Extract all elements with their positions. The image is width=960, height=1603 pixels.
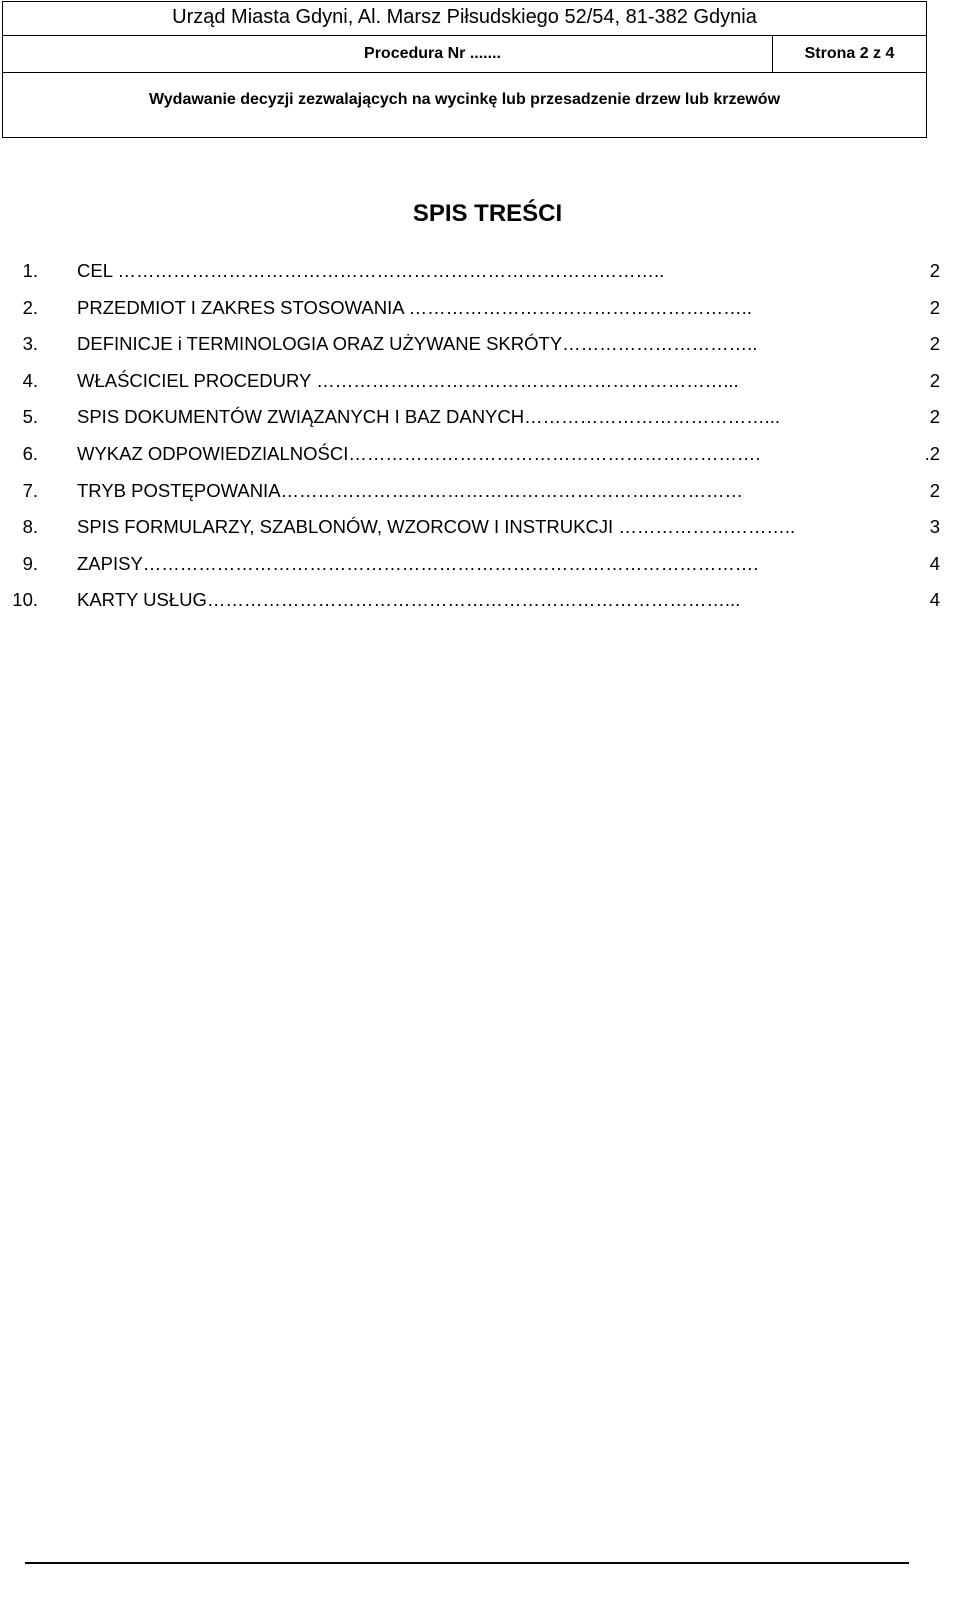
procedure-subject: Wydawanie decyzji zezwalających na wycinkę lub przesadzenie drzew lub krzewów [148, 91, 781, 108]
toc-entry-number: 9. [22, 552, 38, 574]
toc-entry-number: 7. [22, 479, 38, 501]
toc-entry-page: 2 [930, 290, 940, 327]
toc-entry[interactable] [0, 363, 940, 400]
toc-entry-page: 2 [930, 363, 940, 400]
toc-entry-title: WYKAZ ODPOWIEDZIALNOŚCI…………………………………………………………. [77, 442, 761, 464]
toc-entry-title: PRZEDMIOT I ZAKRES STOSOWANIA ……………………………………………….. [77, 296, 752, 318]
toc-entry[interactable] [0, 473, 940, 510]
toc-entry-title: KARTY USŁUG…………………………………………………………………………... [77, 589, 741, 611]
procedure-number: Procedura Nr ....... [3, 36, 773, 72]
toc-title: SPIS TREŚCI [412, 200, 563, 227]
toc-entry-page: 2 [930, 253, 940, 290]
toc-entry[interactable] [0, 546, 940, 583]
toc-entry-title: SPIS FORMULARZY, SZABLONÓW, WZORCOW I INSTRUKCJI ……………………….. [77, 516, 796, 538]
toc-entry-number: 5. [22, 406, 38, 428]
toc-entry-page: 2 [930, 326, 940, 363]
toc-entry-page: .2 [925, 436, 940, 473]
toc-entry-title: DEFINICJE i TERMINOLOGIA ORAZ UŻYWANE SKRÓTY………………………….. [77, 333, 758, 355]
toc-entry-page: 2 [930, 399, 940, 436]
procedure-row [3, 36, 926, 73]
toc-entry-number: 2. [22, 296, 38, 318]
toc-entry-number: 6. [22, 442, 38, 464]
toc-entry-title: ZAPISY………………………………………………………………………………………. [77, 552, 759, 574]
document-header [2, 1, 927, 138]
toc-entry-page: 4 [930, 582, 940, 619]
toc-entry-title: WŁAŚCICIEL PROCEDURY …………………………………………………………... [77, 369, 739, 391]
table-of-contents [0, 253, 940, 619]
toc-entry-number: 3. [22, 333, 38, 355]
toc-entry[interactable] [0, 436, 940, 473]
toc-entry[interactable] [0, 399, 940, 436]
toc-entry-number: 10. [12, 589, 38, 611]
footer-divider [25, 1562, 909, 1564]
page-indicator: Strona 2 z 4 [804, 45, 895, 62]
toc-entry[interactable] [0, 509, 940, 546]
toc-entry-page: 2 [930, 473, 940, 510]
toc-entry[interactable] [0, 326, 940, 363]
toc-entry-title: CEL …………………………………………………………………………….. [77, 260, 665, 281]
toc-entry-page: 4 [930, 546, 940, 583]
toc-entry[interactable] [0, 290, 940, 327]
toc-entry-page: 3 [930, 509, 940, 546]
toc-entry-title: SPIS DOKUMENTÓW ZWIĄZANYCH I BAZ DANYCH…………………………………... [77, 406, 781, 428]
toc-entry[interactable] [0, 253, 940, 290]
toc-entry-number: 8. [22, 516, 38, 538]
office-address: Urząd Miasta Gdyni, Al. Marsz Piłsudskiego 52/54, 81-382 Gdynia [3, 2, 926, 36]
toc-entry-number: 4. [22, 369, 38, 391]
toc-entry-number: 1. [22, 260, 38, 281]
toc-entry-title: TRYB POSTĘPOWANIA………………………………………………………………… [77, 479, 744, 501]
toc-entry[interactable] [0, 582, 940, 619]
